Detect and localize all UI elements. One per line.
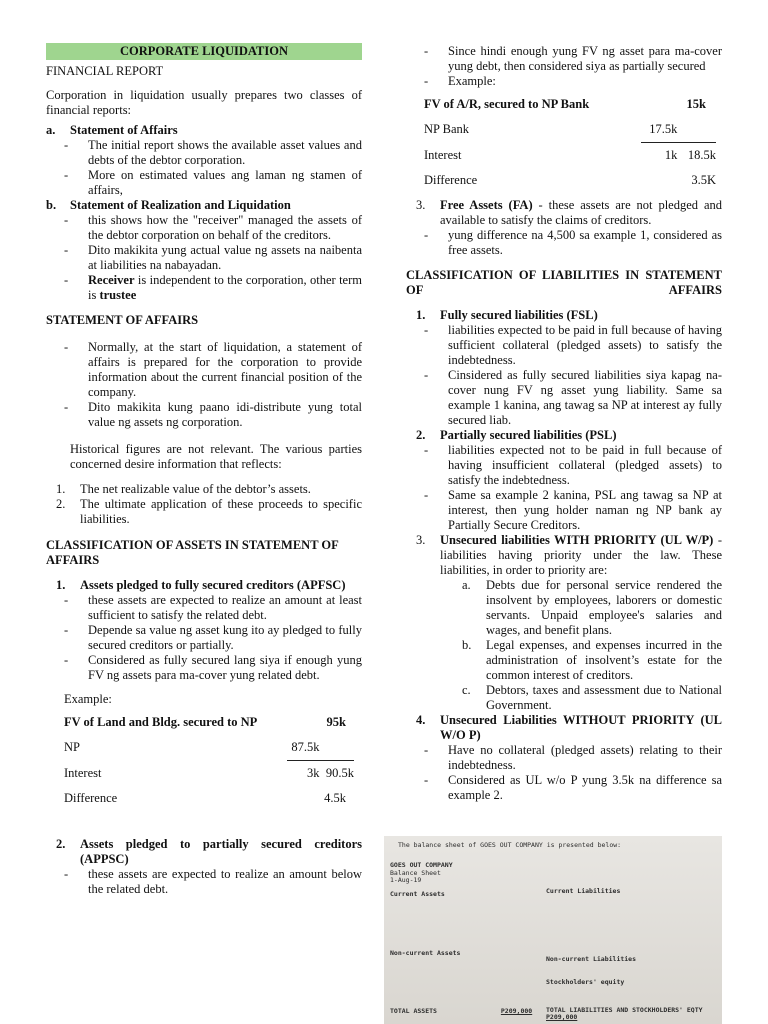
ulwop-bullet: - Have no collateral (pledged assets) relating to their indebtedness. bbox=[406, 743, 722, 773]
item-a bbox=[46, 123, 362, 138]
fsl-heading: 1. Fully secured liabilities (FSL) bbox=[416, 308, 598, 322]
photo-date: 1-Aug-19 bbox=[390, 876, 422, 885]
ulwp-sub: a. Debts due for personal service rendered the insolvent by employees, laborers or domestic servants. Unpaid employee's salaries and wages, and benefit plans. bbox=[462, 578, 722, 637]
apfsc-bullet: - these assets are expected to realize an amount at least sufficient to satisfy the related debt. bbox=[46, 593, 362, 623]
item-a-bullet: - The initial report shows the available asset values and debts of the debtor corporation. bbox=[46, 138, 362, 168]
example-label: Example: bbox=[64, 692, 112, 706]
left-column bbox=[46, 0, 362, 897]
appsc-heading: 2. Assets pledged to partially secured creditors (APPSC) bbox=[56, 837, 362, 866]
ex1-head-label: FV of Land and Bldg. secured to NP bbox=[64, 715, 258, 729]
apfsc-heading: 1. Assets pledged to fully secured creditors (APFSC) bbox=[56, 578, 346, 592]
financial-report-label: FINANCIAL REPORT bbox=[46, 64, 164, 78]
free-assets-bullet: - yung difference na 4,500 sa example 1, considered as free assets. bbox=[406, 228, 722, 258]
photo-noncurrent-liabilities: Non-current Liabilities bbox=[546, 954, 637, 963]
ex2-interest-total: 18.5k bbox=[677, 143, 716, 169]
receiver-text: is independent to the corporation, other term is bbox=[88, 273, 362, 302]
photo-current-assets: Current Assets bbox=[390, 889, 445, 898]
ex1-np-value: 87.5k bbox=[291, 740, 320, 754]
ex2-np-label: NP Bank bbox=[424, 122, 470, 137]
ulwop-bullet: - Considered as UL w/o P yung 3.5k na difference sa example 2. bbox=[406, 773, 722, 803]
classification-assets-heading: CLASSIFICATION OF ASSETS IN STATEMENT OF AFFAIRS bbox=[46, 538, 339, 567]
ulwp-sub: b. Legal expenses, and expenses incurred in the administration of insolvent’s estate for the common interest of creditors. bbox=[462, 638, 722, 682]
psl-bullet: - Same sa example 2 kanina, PSL ang tawag sa NP at interest, then yung holder naman ng NP bank ay Partially Secure Creditors. bbox=[406, 488, 722, 533]
photo-statement: Balance Sheet bbox=[390, 868, 441, 877]
photo-current-liabilities: Current Liabilities bbox=[546, 887, 621, 895]
item-b-letter: b. bbox=[46, 198, 57, 212]
photo-noncurrent-assets: Non-current Assets bbox=[390, 949, 461, 958]
balance-sheet-photo bbox=[384, 836, 722, 1024]
example2-table bbox=[424, 92, 716, 193]
ex1-interest-value: 3k bbox=[287, 761, 319, 787]
soa-bullet: - Dito makikita kung paano idi-distribute yung total value ng assets ng corporation. bbox=[46, 400, 362, 430]
example1-table bbox=[64, 710, 354, 811]
fsl-bullet: - liabilities expected to be paid in full because of having sufficient collateral (pledged assets) to satisfy the indebtedness. bbox=[406, 323, 722, 368]
ex1-diff-label: Difference bbox=[64, 791, 118, 805]
ulwp-sub: c. Debtors, taxes and assessment due to National Government. bbox=[462, 683, 722, 712]
soa-bullet: - Normally, at the start of liquidation, a statement of affairs is prepared for the corporation to provide information about the current financial position of the company. bbox=[46, 340, 362, 400]
photo-total-assets: TOTAL ASSETS P209,000 bbox=[390, 1006, 533, 1015]
photo-total-liab: TOTAL LIABILITIES AND STOCKHOLDERS' EQTY P209,000 bbox=[546, 1005, 703, 1022]
ex1-np-label: NP bbox=[64, 740, 80, 755]
item-b bbox=[46, 198, 362, 213]
receiver-bullet bbox=[46, 273, 362, 303]
apfsc-bullet: - Depende sa value ng asset kung ito ay pledged to fully secured creditors or partially. bbox=[46, 623, 362, 653]
appsc-bullet: - these assets are expected to realize an amount below the related debt. bbox=[46, 867, 362, 897]
item-b-heading: Statement of Realization and Liquidation bbox=[70, 198, 291, 212]
reflect-item: 2. The ultimate application of these proceeds to specific liabilities. bbox=[56, 497, 362, 526]
item-a-bullet: - More on estimated values ang laman ng stamen of affairs, bbox=[46, 168, 362, 198]
reflect-item: 1. The net realizable value of the debtor’s assets. bbox=[56, 482, 311, 496]
ex2-np-value: 17.5k bbox=[649, 122, 678, 136]
fsl-bullet: - Cinsidered as fully secured liabilities siya kapag na-cover nung FV ng asset yung liability. Same sa example 1 kanina, ang tawag sa NP at interest ay fully secured liab. bbox=[406, 368, 722, 428]
ex1-interest-total: 90.5k bbox=[320, 761, 355, 787]
document-title: CORPORATE LIQUIDATION bbox=[46, 43, 362, 60]
intro-paragraph: Corporation in liquidation usually prepares two classes of financial reports: bbox=[46, 88, 362, 117]
ex2-interest-value: 1k bbox=[641, 143, 678, 169]
apfsc-bullet: - Considered as fully secured lang siya if enough yung FV ng assets para ma-cover yung related debt. bbox=[46, 653, 362, 683]
right-column bbox=[406, 0, 722, 803]
soa-heading: STATEMENT OF AFFAIRS bbox=[46, 313, 199, 327]
item-b-bullet: - Dito makikita yung actual value ng assets na naibenta at liabilities na nabayadan. bbox=[46, 243, 362, 273]
photo-caption: The balance sheet of GOES OUT COMPANY is presented below: bbox=[398, 841, 622, 849]
ex1-diff-value: 4.5k bbox=[324, 791, 346, 805]
trustee-term: trustee bbox=[99, 288, 137, 302]
classification-liabilities-heading: CLASSIFICATION OF LIABILITIES IN STATEMENT OF AFFAIRS bbox=[406, 268, 722, 297]
item-b-bullet: - this shows how the "receiver" managed the assets of the debtor corporation on behalf of the creditors. bbox=[46, 213, 362, 243]
free-assets-item: 3. Free Assets (FA) - these assets are not pledged and available to satisfy the claims of creditors. bbox=[416, 198, 722, 227]
ex2-head-value: 15k bbox=[686, 97, 706, 111]
partial-bullet: - Since hindi enough yung FV ng asset para ma-cover yung debt, then considered siya as partially secured bbox=[406, 44, 722, 74]
photo-company: GOES OUT COMPANY bbox=[390, 861, 453, 869]
ex2-interest-label: Interest bbox=[424, 147, 462, 162]
psl-heading: 2. Partially secured liabilities (PSL) bbox=[416, 428, 617, 442]
item-a-letter: a. bbox=[46, 123, 56, 137]
ex2-diff-value: 3.5K bbox=[691, 173, 716, 187]
ex1-interest-label: Interest bbox=[64, 765, 102, 780]
item-a-heading: Statement of Affairs bbox=[70, 123, 178, 137]
historical-paragraph: Historical figures are not relevant. The various parties concerned desire information that reflects: bbox=[70, 442, 362, 471]
ex2-head-label: FV of A/R, secured to NP Bank bbox=[424, 97, 590, 111]
ulwp-item: 3. Unsecured liabilities WITH PRIORITY (UL W/P) - liabilities having priority under the law. These liabilities, in order to priority are: bbox=[416, 533, 723, 577]
psl-bullet: - liabilities expected not to be paid in full because of having insufficient collateral (pledged assets) to satisfy the indebtedness. bbox=[406, 443, 722, 488]
ex2-diff-label: Difference bbox=[424, 173, 478, 187]
photo-equity: Stockholders' equity bbox=[546, 978, 625, 987]
receiver-term: Receiver bbox=[88, 273, 135, 287]
ulwop-heading: 4. Unsecured Liabilities WITHOUT PRIORITY (UL W/O P) bbox=[416, 713, 722, 742]
ex1-head-value: 95k bbox=[326, 715, 346, 729]
example-bullet: - Example: bbox=[406, 74, 722, 89]
